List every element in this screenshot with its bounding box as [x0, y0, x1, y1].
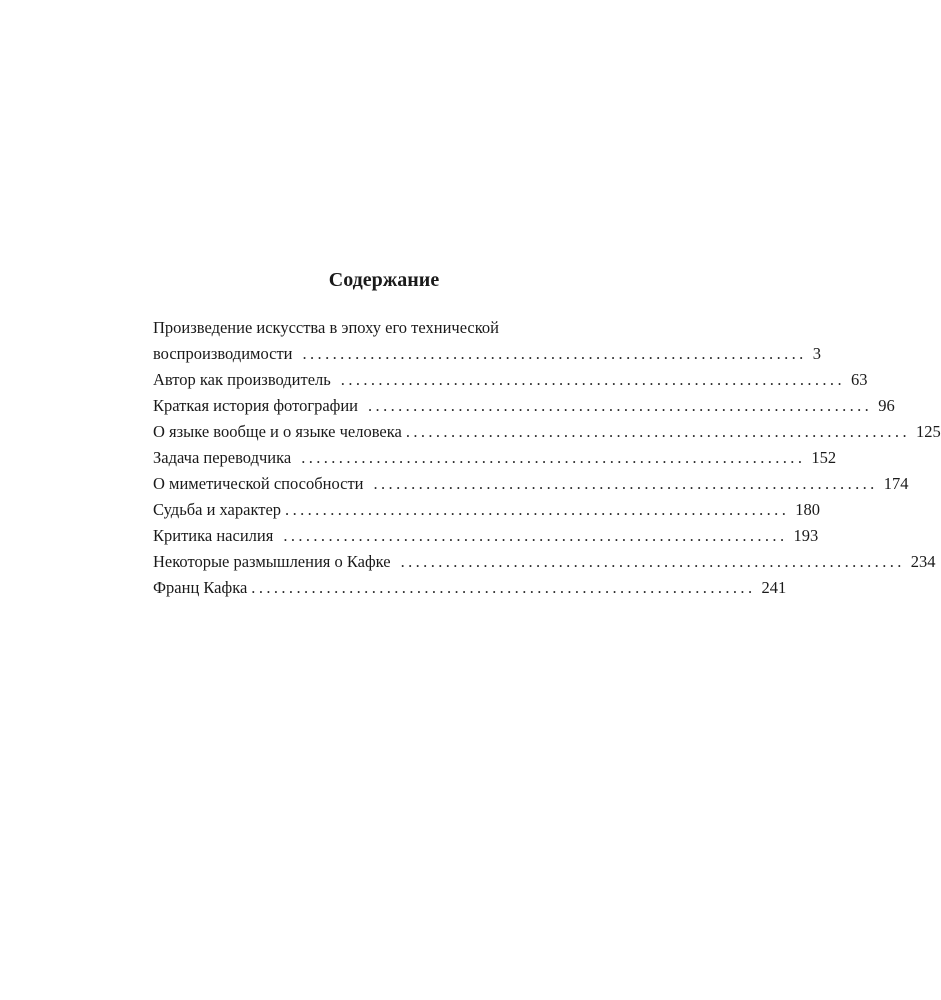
toc-entry-title: Автор как производитель — [153, 370, 331, 389]
dot-leader: ................................................................... — [373, 474, 878, 493]
toc-entry — [153, 523, 819, 549]
toc-page-number: 174 — [883, 474, 909, 493]
toc-page-number: 96 — [878, 396, 895, 415]
toc-page-number: 3 — [812, 344, 821, 363]
toc-page-number: 241 — [761, 578, 787, 597]
toc-entry — [153, 367, 868, 393]
toc-page-number: 193 — [793, 526, 819, 545]
toc-entry — [153, 549, 936, 575]
toc-entry-title: О миметической способности — [153, 474, 364, 493]
dot-leader: ................................................................... — [302, 344, 807, 363]
toc-entry — [153, 575, 787, 601]
toc-page-number: 180 — [795, 500, 820, 519]
toc-entry-title: Некоторые размышления о Кафке — [153, 552, 391, 571]
toc-entry — [153, 315, 821, 367]
dot-leader: ................................................................... — [340, 370, 845, 389]
toc-entry — [153, 419, 941, 445]
toc-page-number: 63 — [850, 370, 868, 389]
toc-page-number: 152 — [811, 448, 837, 467]
dot-leader: ................................................................... — [400, 552, 905, 571]
dot-leader: ................................................................... — [368, 396, 873, 415]
toc-entry-title: О языке вообще и о языке человека — [153, 422, 402, 441]
dot-leader: ................................................................... — [283, 526, 788, 545]
toc-entry-title: Критика насилия — [153, 526, 274, 545]
dot-leader: ................................................................... — [405, 422, 910, 441]
toc-entry-title: Судьба и характер — [153, 500, 282, 519]
toc-entry — [153, 497, 820, 523]
toc-entry — [153, 393, 895, 419]
dot-leader: ................................................................... — [285, 500, 790, 519]
toc-entry-title: Задача переводчика — [153, 448, 292, 467]
toc-entry — [153, 471, 909, 497]
toc-entry-title: Краткая история фотографии — [153, 396, 359, 415]
toc-entry — [153, 445, 837, 471]
toc-title: Содержание — [328, 269, 440, 291]
dot-leader: ................................................................... — [301, 448, 806, 467]
toc-entry-title-line-1: Произведение искусства в эпоху его технической — [153, 318, 500, 337]
dot-leader: ................................................................... — [251, 578, 756, 597]
toc-page-number: 125 — [916, 422, 941, 441]
table-of-contents — [153, 315, 941, 601]
toc-entry-title: Франц Кафка — [153, 578, 248, 597]
toc-page-number: 234 — [910, 552, 936, 571]
toc-entry-title: воспроизводимости — [153, 344, 293, 363]
